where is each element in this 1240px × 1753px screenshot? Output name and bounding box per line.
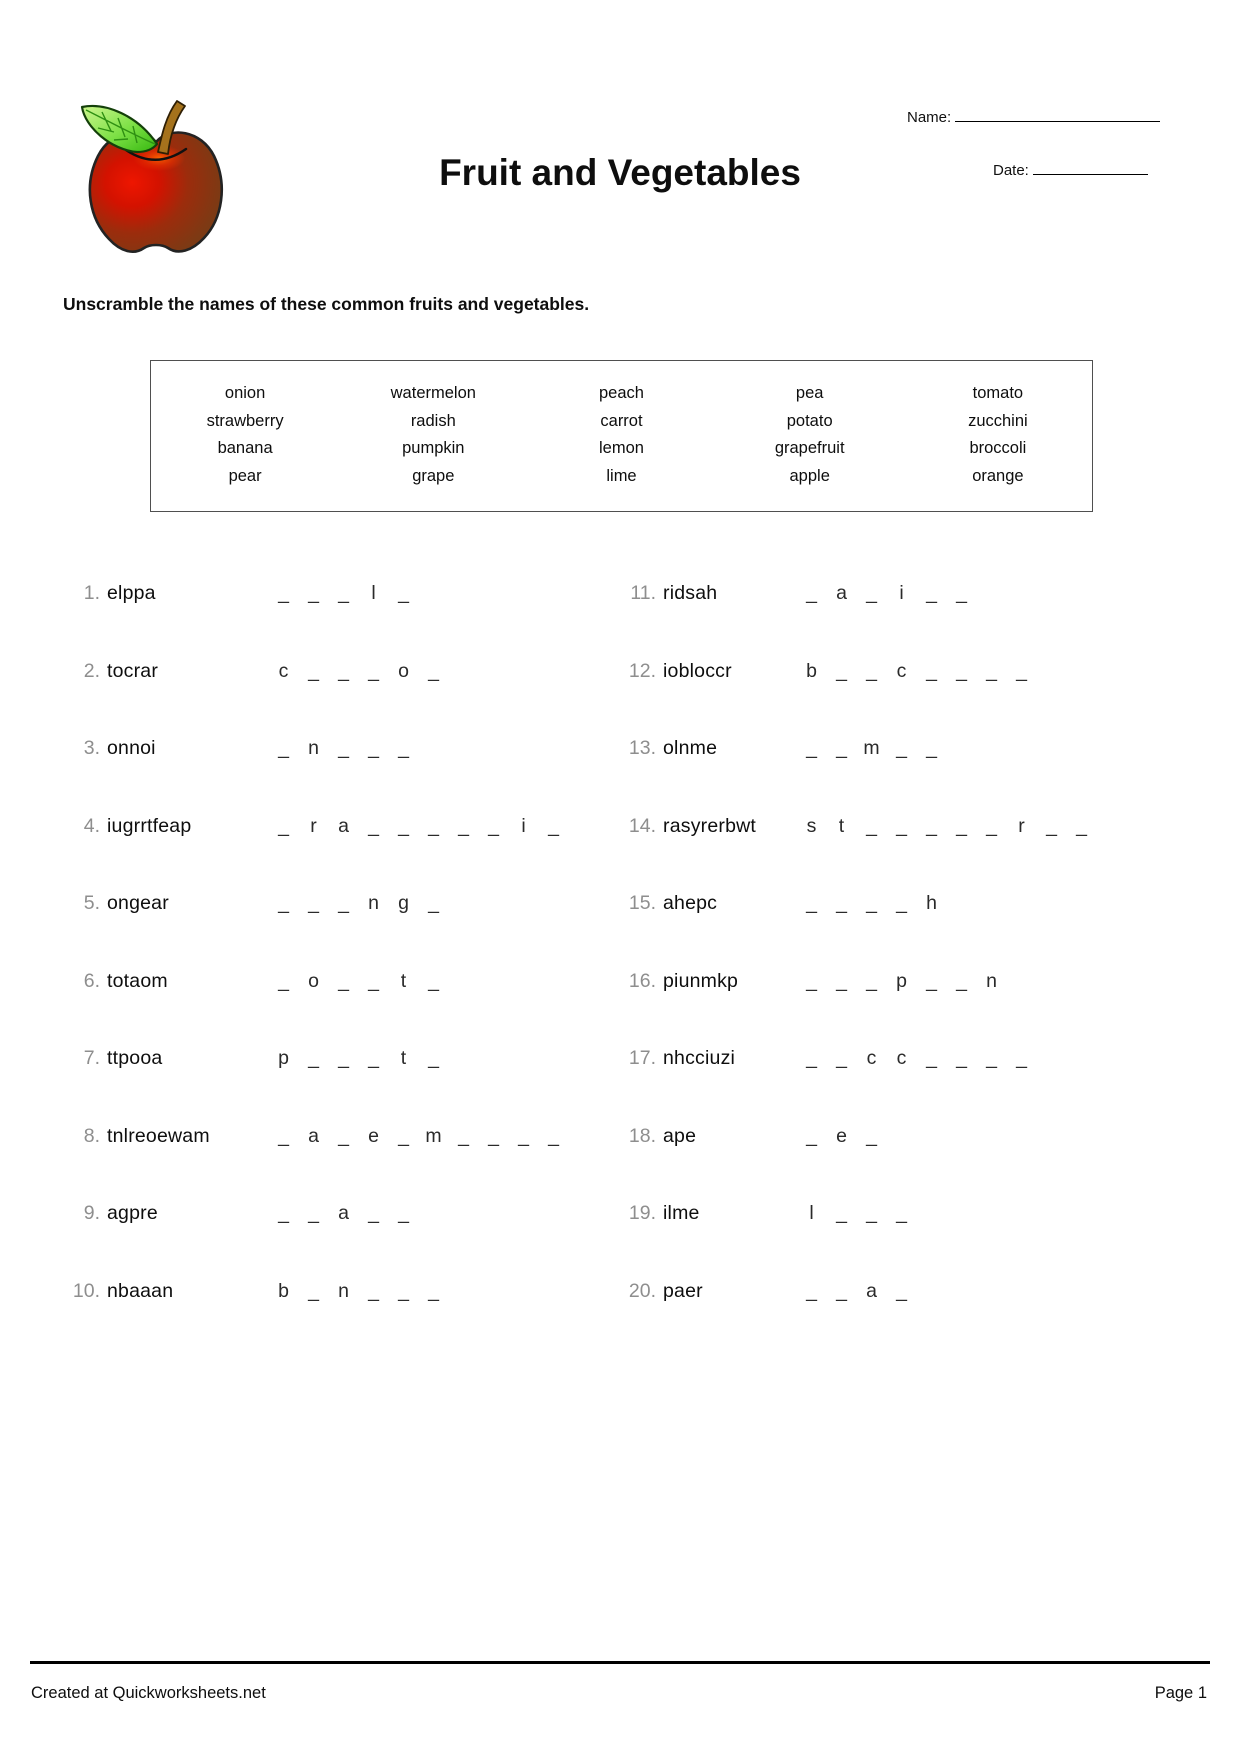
pattern-blank: _ — [926, 659, 937, 682]
pattern-letter: b — [806, 659, 817, 682]
pattern-blank: _ — [866, 892, 877, 914]
answer-pattern — [802, 1202, 922, 1225]
item-number: 10. — [72, 1279, 100, 1302]
pattern-blank: _ — [428, 1047, 439, 1069]
pattern-blank: _ — [548, 814, 559, 837]
scrambled-word: iobloccr — [663, 659, 732, 682]
pattern-blank: _ — [806, 1124, 817, 1147]
scrambled-word: agpre — [107, 1202, 158, 1224]
pattern-letter: n — [338, 1279, 349, 1302]
answer-pattern — [274, 970, 454, 993]
item-number: 17. — [628, 1047, 656, 1069]
scrambled-word: iugrrtfeap — [107, 814, 192, 837]
pattern-letter: p — [278, 1047, 289, 1069]
name-field — [907, 108, 1160, 126]
pattern-letter: p — [896, 969, 907, 992]
footer-divider — [30, 1661, 1210, 1664]
pattern-blank: _ — [368, 1047, 379, 1069]
pattern-blank: _ — [836, 1202, 847, 1224]
scrambled-word: ttpooa — [107, 1047, 163, 1069]
date-label: Date: — [993, 162, 1029, 179]
pattern-blank: _ — [866, 1124, 877, 1147]
pattern-letter: b — [278, 1279, 289, 1302]
word-bank-word: pea — [795, 384, 824, 402]
pattern-blank: _ — [458, 814, 469, 837]
answer-pattern — [274, 1280, 454, 1303]
pattern-blank: _ — [278, 969, 289, 992]
scrambled-word: ongear — [107, 892, 169, 914]
pattern-blank: _ — [308, 1047, 319, 1069]
pattern-letter: o — [308, 969, 319, 992]
pattern-blank: _ — [398, 737, 409, 759]
word-bank-word: zucchini — [968, 411, 1028, 430]
pattern-blank: _ — [926, 1047, 937, 1069]
pattern-blank: _ — [956, 582, 967, 604]
pattern-blank: _ — [338, 1047, 349, 1069]
pattern-blank: _ — [836, 1279, 847, 1302]
scramble-item-row — [60, 1115, 605, 1193]
pattern-blank: _ — [488, 814, 499, 837]
scrambled-word: nhcciuzi — [663, 1047, 736, 1069]
scrambled-word: paer — [663, 1279, 703, 1302]
scramble-item-row — [610, 882, 1235, 960]
pattern-blank: _ — [836, 969, 847, 992]
pattern-blank: _ — [458, 1124, 469, 1147]
answer-pattern — [802, 1125, 892, 1148]
pattern-blank: _ — [338, 582, 349, 604]
page-title: Fruit and Vegetables — [439, 152, 801, 193]
item-number: 7. — [83, 1047, 100, 1069]
word-bank-word: broccoli — [969, 439, 1027, 457]
word-bank-word: apple — [789, 466, 830, 485]
footer-credit: Created at Quickworksheets.net — [31, 1684, 266, 1702]
pattern-letter: t — [400, 969, 407, 992]
item-number: 13. — [628, 737, 656, 759]
word-bank-word: strawberry — [206, 411, 284, 430]
pattern-blank: _ — [428, 1279, 439, 1302]
pattern-letter: h — [926, 892, 937, 914]
scramble-item-row — [60, 805, 605, 883]
pattern-blank: _ — [986, 659, 997, 682]
pattern-blank: _ — [398, 582, 409, 604]
pattern-blank: _ — [368, 1279, 379, 1302]
pattern-blank: _ — [548, 1124, 559, 1147]
pattern-letter: s — [806, 814, 817, 837]
pattern-letter: e — [368, 1124, 379, 1147]
pattern-blank: _ — [308, 1202, 319, 1224]
pattern-letter: m — [863, 737, 880, 759]
pattern-blank: _ — [986, 1047, 997, 1069]
pattern-blank: _ — [338, 659, 349, 682]
pattern-blank: _ — [836, 1047, 847, 1069]
word-bank-word: pumpkin — [402, 439, 465, 457]
answer-pattern — [802, 660, 1042, 683]
pattern-letter: c — [866, 1047, 877, 1069]
footer-page-number: Page 1 — [1154, 1684, 1207, 1702]
word-bank-word: lime — [606, 466, 637, 485]
pattern-blank: _ — [866, 659, 877, 682]
pattern-letter: l — [809, 1202, 814, 1224]
answer-pattern — [274, 737, 424, 760]
pattern-blank: _ — [518, 1124, 529, 1147]
scramble-item-row — [60, 1037, 605, 1115]
word-bank-word: tomato — [972, 384, 1024, 402]
pattern-blank: _ — [896, 1202, 907, 1224]
date-field — [993, 161, 1148, 179]
answer-pattern — [274, 1125, 574, 1148]
pattern-blank: _ — [278, 892, 289, 914]
scramble-item-row — [610, 727, 1235, 805]
pattern-blank: _ — [806, 969, 817, 992]
item-number: 16. — [628, 969, 656, 992]
answer-pattern — [802, 815, 1102, 838]
scrambled-word: olnme — [663, 737, 718, 759]
pattern-letter: r — [1018, 814, 1025, 837]
answer-pattern — [802, 1280, 922, 1303]
pattern-blank: _ — [1046, 814, 1057, 837]
pattern-letter: o — [398, 659, 409, 682]
pattern-blank: _ — [428, 969, 439, 992]
item-number: 15. — [628, 892, 656, 914]
scrambled-word: elppa — [107, 582, 156, 604]
scrambled-word: totaom — [107, 969, 168, 992]
pattern-blank: _ — [338, 892, 349, 914]
pattern-blank: _ — [398, 1279, 409, 1302]
pattern-blank: _ — [428, 659, 439, 682]
answer-pattern — [274, 660, 454, 683]
answer-pattern — [274, 815, 574, 838]
pattern-blank: _ — [896, 814, 907, 837]
word-bank-word: radish — [410, 411, 456, 430]
scrambled-word: ilme — [663, 1202, 700, 1224]
pattern-blank: _ — [368, 969, 379, 992]
answer-pattern — [802, 970, 1012, 993]
item-number: 1. — [83, 582, 100, 604]
word-bank-word: carrot — [600, 411, 643, 430]
scramble-item-row — [60, 727, 605, 805]
item-number: 19. — [628, 1202, 656, 1224]
pattern-blank: _ — [806, 582, 817, 604]
pattern-blank: _ — [1076, 814, 1087, 837]
pattern-blank: _ — [836, 659, 847, 682]
pattern-blank: _ — [368, 737, 379, 759]
pattern-blank: _ — [278, 1202, 289, 1224]
pattern-blank: _ — [308, 1279, 319, 1302]
instruction-text: Unscramble the names of these common fruits and vegetables. — [63, 294, 590, 314]
word-bank-word: banana — [217, 439, 273, 457]
item-number: 18. — [628, 1124, 656, 1147]
name-label: Name: — [907, 109, 952, 126]
answer-pattern — [802, 582, 982, 605]
answer-pattern — [274, 892, 454, 915]
answer-pattern — [274, 1047, 454, 1070]
scramble-item-row — [60, 1192, 605, 1270]
word-bank-word: grapefruit — [774, 439, 845, 457]
pattern-letter: g — [398, 892, 409, 914]
word-bank-word: watermelon — [390, 384, 476, 402]
pattern-letter: a — [836, 582, 847, 604]
pattern-letter: a — [866, 1279, 877, 1302]
scramble-item-row — [610, 572, 1235, 650]
pattern-letter: n — [986, 969, 997, 992]
pattern-blank: _ — [866, 814, 877, 837]
pattern-letter: i — [899, 582, 904, 604]
items-column-right — [610, 572, 1235, 1347]
scramble-item-row — [610, 1115, 1235, 1193]
pattern-blank: _ — [836, 892, 847, 914]
pattern-letter: a — [338, 1202, 349, 1224]
scrambled-word: nbaaan — [107, 1279, 174, 1302]
word-bank-word: pear — [228, 466, 262, 485]
scrambled-word: tnlreoewam — [107, 1124, 210, 1147]
item-number: 14. — [628, 814, 656, 837]
pattern-blank: _ — [278, 814, 289, 837]
pattern-blank: _ — [398, 1202, 409, 1224]
pattern-blank: _ — [278, 737, 289, 759]
pattern-blank: _ — [488, 1124, 499, 1147]
item-number: 4. — [83, 814, 100, 837]
pattern-blank: _ — [956, 1047, 967, 1069]
scramble-item-row — [610, 1270, 1235, 1348]
pattern-letter: r — [310, 814, 317, 837]
pattern-blank: _ — [806, 892, 817, 914]
pattern-letter: e — [836, 1124, 847, 1147]
scrambled-word: onnoi — [107, 737, 156, 759]
pattern-blank: _ — [338, 1124, 349, 1147]
pattern-letter: m — [425, 1124, 442, 1147]
word-bank — [150, 360, 1093, 512]
pattern-blank: _ — [308, 659, 319, 682]
pattern-blank: _ — [368, 659, 379, 682]
pattern-blank: _ — [1016, 659, 1027, 682]
pattern-letter: a — [308, 1124, 319, 1147]
pattern-blank: _ — [398, 814, 409, 837]
item-number: 5. — [83, 892, 100, 914]
pattern-blank: _ — [368, 814, 379, 837]
pattern-blank: _ — [926, 737, 937, 759]
pattern-blank: _ — [278, 1124, 289, 1147]
pattern-letter: n — [308, 737, 319, 759]
word-bank-word: grape — [412, 466, 455, 485]
item-number: 20. — [628, 1279, 656, 1302]
scramble-item-row — [60, 960, 605, 1038]
scramble-item-row — [610, 805, 1235, 883]
pattern-letter: c — [896, 1047, 907, 1069]
pattern-letter: c — [278, 659, 289, 682]
word-bank-word: potato — [786, 411, 833, 430]
scramble-item-row — [610, 960, 1235, 1038]
pattern-letter: c — [896, 659, 907, 682]
pattern-letter: i — [521, 814, 526, 837]
pattern-blank: _ — [956, 969, 967, 992]
pattern-blank: _ — [986, 814, 997, 837]
scrambled-word: ridsah — [663, 582, 718, 604]
item-number: 9. — [83, 1202, 100, 1224]
answer-pattern — [802, 737, 952, 760]
pattern-blank: _ — [368, 1202, 379, 1224]
pattern-blank: _ — [338, 969, 349, 992]
pattern-blank: _ — [806, 1279, 817, 1302]
scrambled-word: ahepc — [663, 892, 718, 914]
pattern-blank: _ — [896, 737, 907, 759]
answer-pattern — [274, 582, 424, 605]
pattern-blank: _ — [926, 582, 937, 604]
pattern-blank: _ — [308, 892, 319, 914]
scrambled-word: tocrar — [107, 659, 159, 682]
pattern-blank: _ — [896, 1279, 907, 1302]
word-bank-word: peach — [599, 384, 644, 402]
item-number: 12. — [628, 659, 656, 682]
scramble-item-row — [60, 1270, 605, 1348]
pattern-blank: _ — [926, 969, 937, 992]
scrambled-word: piunmkp — [663, 969, 739, 992]
item-number: 8. — [83, 1124, 100, 1147]
pattern-blank: _ — [926, 814, 937, 837]
pattern-blank: _ — [308, 582, 319, 604]
scramble-item-row — [60, 882, 605, 960]
pattern-blank: _ — [866, 1202, 877, 1224]
answer-pattern — [802, 892, 952, 915]
scramble-item-row — [610, 1192, 1235, 1270]
word-bank-word: lemon — [599, 439, 644, 457]
items-column-left — [60, 572, 605, 1347]
pattern-blank: _ — [866, 969, 877, 992]
item-number: 3. — [83, 737, 100, 759]
pattern-blank: _ — [806, 737, 817, 759]
scramble-item-row — [60, 572, 605, 650]
pattern-letter: a — [338, 814, 349, 837]
word-bank-grid — [151, 361, 1092, 490]
pattern-letter: t — [838, 814, 845, 837]
answer-pattern — [274, 1202, 424, 1225]
scrambled-word: ape — [663, 1124, 697, 1147]
pattern-blank: _ — [806, 1047, 817, 1069]
scramble-item-row — [60, 650, 605, 728]
pattern-blank: _ — [836, 737, 847, 759]
name-blank-line — [955, 108, 1160, 122]
word-bank-word: orange — [972, 466, 1024, 485]
word-bank-word: onion — [224, 384, 266, 402]
item-number: 6. — [83, 969, 100, 992]
pattern-blank: _ — [428, 892, 439, 914]
answer-pattern — [802, 1047, 1042, 1070]
pattern-blank: _ — [428, 814, 439, 837]
pattern-letter: t — [400, 1047, 407, 1069]
pattern-blank: _ — [896, 892, 907, 914]
pattern-blank: _ — [338, 737, 349, 759]
item-number: 11. — [630, 582, 656, 604]
date-blank-line — [1033, 161, 1148, 175]
pattern-letter: n — [368, 892, 379, 914]
scramble-item-row — [610, 1037, 1235, 1115]
item-number: 2. — [83, 659, 100, 682]
pattern-blank: _ — [278, 582, 289, 604]
pattern-blank: _ — [956, 814, 967, 837]
scrambled-word: rasyrerbwt — [663, 814, 757, 837]
pattern-blank: _ — [866, 582, 877, 604]
pattern-blank: _ — [398, 1124, 409, 1147]
pattern-blank: _ — [956, 659, 967, 682]
pattern-letter: l — [371, 582, 376, 604]
scramble-item-row — [610, 650, 1235, 728]
pattern-blank: _ — [1016, 1047, 1027, 1069]
